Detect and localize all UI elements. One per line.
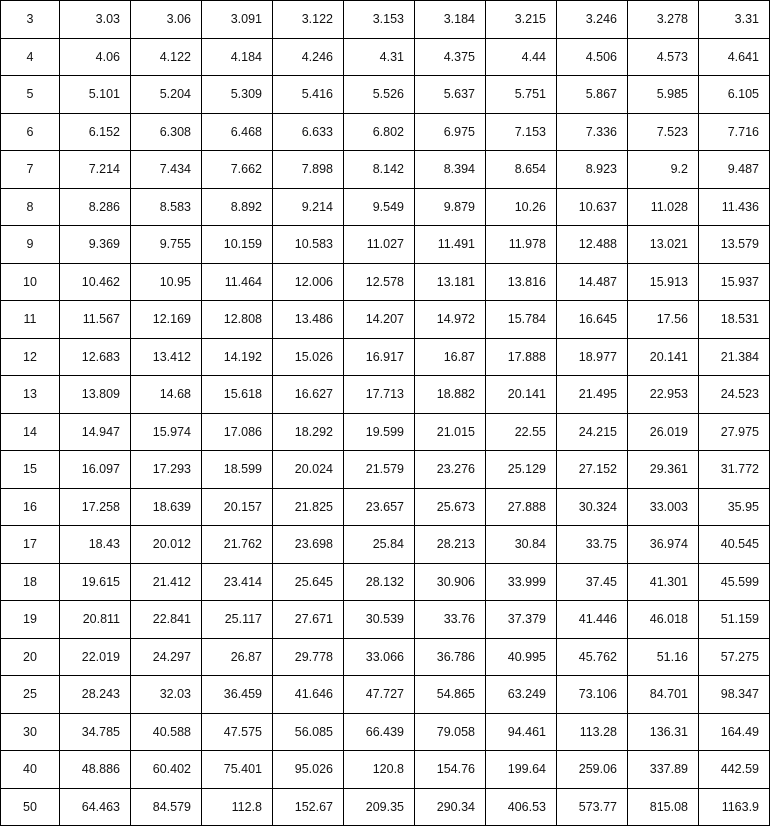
table-cell: 25.117 <box>202 601 273 639</box>
table-cell: 33.999 <box>486 563 557 601</box>
table-row <box>1 301 770 339</box>
table-cell: 64.463 <box>60 788 131 826</box>
table-cell: 8.583 <box>131 188 202 226</box>
table-cell: 8.654 <box>486 151 557 189</box>
table-cell: 8.286 <box>60 188 131 226</box>
table-cell: 33.066 <box>344 638 415 676</box>
table-cell: 73.106 <box>557 676 628 714</box>
table-cell: 4.184 <box>202 38 273 76</box>
table-cell: 16.645 <box>557 301 628 339</box>
table-cell: 5.101 <box>60 76 131 114</box>
table-cell: 14.947 <box>60 413 131 451</box>
table-cell: 18.977 <box>557 338 628 376</box>
row-index-cell: 40 <box>1 751 60 789</box>
table-cell: 8.142 <box>344 151 415 189</box>
table-row <box>1 713 770 751</box>
row-index-cell: 12 <box>1 338 60 376</box>
table-cell: 30.906 <box>415 563 486 601</box>
table-cell: 11.027 <box>344 226 415 264</box>
row-index-cell: 9 <box>1 226 60 264</box>
table-cell: 20.141 <box>628 338 699 376</box>
table-cell: 17.086 <box>202 413 273 451</box>
row-index-cell: 13 <box>1 376 60 414</box>
row-index-cell: 7 <box>1 151 60 189</box>
table-cell: 17.258 <box>60 488 131 526</box>
table-cell: 9.549 <box>344 188 415 226</box>
table-cell: 27.152 <box>557 451 628 489</box>
table-cell: 152.67 <box>273 788 344 826</box>
table-cell: 37.45 <box>557 563 628 601</box>
table-cell: 7.662 <box>202 151 273 189</box>
table-cell: 24.297 <box>131 638 202 676</box>
table-cell: 23.657 <box>344 488 415 526</box>
table-cell: 25.129 <box>486 451 557 489</box>
table-cell: 45.599 <box>699 563 770 601</box>
table-cell: 1163.9 <box>699 788 770 826</box>
table-cell: 12.169 <box>131 301 202 339</box>
table-cell: 41.301 <box>628 563 699 601</box>
table-cell: 19.599 <box>344 413 415 451</box>
table-cell: 11.464 <box>202 263 273 301</box>
table-cell: 34.785 <box>60 713 131 751</box>
table-cell: 33.76 <box>415 601 486 639</box>
table-cell: 22.019 <box>60 638 131 676</box>
table-row <box>1 376 770 414</box>
table-cell: 10.462 <box>60 263 131 301</box>
table-row <box>1 526 770 564</box>
table-cell: 3.03 <box>60 1 131 39</box>
table-cell: 815.08 <box>628 788 699 826</box>
table-row <box>1 1 770 39</box>
table-cell: 21.825 <box>273 488 344 526</box>
table-row <box>1 601 770 639</box>
table-cell: 21.495 <box>557 376 628 414</box>
table-cell: 54.865 <box>415 676 486 714</box>
table-cell: 573.77 <box>557 788 628 826</box>
table-cell: 14.487 <box>557 263 628 301</box>
row-index-cell: 25 <box>1 676 60 714</box>
table-cell: 7.214 <box>60 151 131 189</box>
row-index-cell: 20 <box>1 638 60 676</box>
table-cell: 5.526 <box>344 76 415 114</box>
table-cell: 20.157 <box>202 488 273 526</box>
table-cell: 26.87 <box>202 638 273 676</box>
table-cell: 5.751 <box>486 76 557 114</box>
table-row <box>1 413 770 451</box>
table-cell: 14.207 <box>344 301 415 339</box>
row-index-cell: 19 <box>1 601 60 639</box>
table-cell: 26.019 <box>628 413 699 451</box>
table-cell: 209.35 <box>344 788 415 826</box>
table-cell: 406.53 <box>486 788 557 826</box>
table-cell: 22.841 <box>131 601 202 639</box>
table-row <box>1 488 770 526</box>
table-cell: 15.618 <box>202 376 273 414</box>
table-cell: 84.579 <box>131 788 202 826</box>
table-cell: 7.523 <box>628 113 699 151</box>
table-cell: 14.192 <box>202 338 273 376</box>
table-row <box>1 38 770 76</box>
table-cell: 51.16 <box>628 638 699 676</box>
table-cell: 15.937 <box>699 263 770 301</box>
table-cell: 27.975 <box>699 413 770 451</box>
table-cell: 442.59 <box>699 751 770 789</box>
table-cell: 8.923 <box>557 151 628 189</box>
table-row <box>1 788 770 826</box>
table-cell: 9.214 <box>273 188 344 226</box>
table-cell: 63.249 <box>486 676 557 714</box>
table-cell: 21.384 <box>699 338 770 376</box>
row-index-cell: 11 <box>1 301 60 339</box>
table-cell: 37.379 <box>486 601 557 639</box>
table-cell: 12.578 <box>344 263 415 301</box>
table-cell: 22.953 <box>628 376 699 414</box>
table-cell: 20.811 <box>60 601 131 639</box>
table-cell: 12.683 <box>60 338 131 376</box>
table-cell: 9.369 <box>60 226 131 264</box>
row-index-cell: 3 <box>1 1 60 39</box>
table-cell: 46.018 <box>628 601 699 639</box>
table-cell: 7.336 <box>557 113 628 151</box>
table-cell: 15.974 <box>131 413 202 451</box>
table-cell: 36.786 <box>415 638 486 676</box>
table-cell: 45.762 <box>557 638 628 676</box>
table-cell: 7.716 <box>699 113 770 151</box>
row-index-cell: 16 <box>1 488 60 526</box>
table-cell: 6.975 <box>415 113 486 151</box>
row-index-cell: 6 <box>1 113 60 151</box>
table-cell: 3.215 <box>486 1 557 39</box>
table-row <box>1 151 770 189</box>
table-cell: 21.579 <box>344 451 415 489</box>
row-index-cell: 17 <box>1 526 60 564</box>
table-cell: 4.06 <box>60 38 131 76</box>
table-cell: 33.003 <box>628 488 699 526</box>
table-cell: 23.698 <box>273 526 344 564</box>
table-cell: 3.091 <box>202 1 273 39</box>
table-cell: 20.141 <box>486 376 557 414</box>
table-cell: 15.026 <box>273 338 344 376</box>
table-cell: 32.03 <box>131 676 202 714</box>
table-cell: 14.972 <box>415 301 486 339</box>
table-cell: 4.31 <box>344 38 415 76</box>
table-cell: 30.324 <box>557 488 628 526</box>
table-cell: 56.085 <box>273 713 344 751</box>
table-cell: 7.153 <box>486 113 557 151</box>
table-cell: 5.867 <box>557 76 628 114</box>
table-cell: 94.461 <box>486 713 557 751</box>
table-cell: 17.293 <box>131 451 202 489</box>
table-cell: 11.491 <box>415 226 486 264</box>
table-cell: 11.567 <box>60 301 131 339</box>
table-cell: 29.361 <box>628 451 699 489</box>
table-cell: 10.159 <box>202 226 273 264</box>
table-row <box>1 451 770 489</box>
table-cell: 4.573 <box>628 38 699 76</box>
table-cell: 11.978 <box>486 226 557 264</box>
table-cell: 20.024 <box>273 451 344 489</box>
table-cell: 337.89 <box>628 751 699 789</box>
table-cell: 11.436 <box>699 188 770 226</box>
table-cell: 4.375 <box>415 38 486 76</box>
table-row <box>1 338 770 376</box>
table-cell: 35.95 <box>699 488 770 526</box>
table-body <box>1 1 770 826</box>
table-cell: 12.488 <box>557 226 628 264</box>
table-cell: 6.633 <box>273 113 344 151</box>
table-cell: 16.87 <box>415 338 486 376</box>
table-cell: 120.8 <box>344 751 415 789</box>
table-row <box>1 751 770 789</box>
table-row <box>1 676 770 714</box>
table-cell: 4.44 <box>486 38 557 76</box>
table-cell: 19.615 <box>60 563 131 601</box>
table-cell: 3.31 <box>699 1 770 39</box>
table-cell: 98.347 <box>699 676 770 714</box>
table-cell: 6.468 <box>202 113 273 151</box>
table-row <box>1 638 770 676</box>
table-cell: 6.308 <box>131 113 202 151</box>
table-cell: 48.886 <box>60 751 131 789</box>
table-cell: 30.539 <box>344 601 415 639</box>
table-cell: 3.246 <box>557 1 628 39</box>
table-cell: 36.974 <box>628 526 699 564</box>
table-cell: 14.68 <box>131 376 202 414</box>
table-cell: 3.122 <box>273 1 344 39</box>
table-cell: 13.486 <box>273 301 344 339</box>
row-index-cell: 8 <box>1 188 60 226</box>
table-cell: 17.713 <box>344 376 415 414</box>
table-cell: 66.439 <box>344 713 415 751</box>
table-cell: 9.879 <box>415 188 486 226</box>
row-index-cell: 5 <box>1 76 60 114</box>
table-cell: 6.802 <box>344 113 415 151</box>
table-cell: 20.012 <box>131 526 202 564</box>
table-row <box>1 563 770 601</box>
table-cell: 23.414 <box>202 563 273 601</box>
table-cell: 29.778 <box>273 638 344 676</box>
table-cell: 7.898 <box>273 151 344 189</box>
table-cell: 18.639 <box>131 488 202 526</box>
table-cell: 5.204 <box>131 76 202 114</box>
table-cell: 8.394 <box>415 151 486 189</box>
table-cell: 84.701 <box>628 676 699 714</box>
table-cell: 25.645 <box>273 563 344 601</box>
table-cell: 7.434 <box>131 151 202 189</box>
table-cell: 5.637 <box>415 76 486 114</box>
row-index-cell: 18 <box>1 563 60 601</box>
table-cell: 12.006 <box>273 263 344 301</box>
row-index-cell: 15 <box>1 451 60 489</box>
table-cell: 16.097 <box>60 451 131 489</box>
table-cell: 57.275 <box>699 638 770 676</box>
table-cell: 13.816 <box>486 263 557 301</box>
table-cell: 4.506 <box>557 38 628 76</box>
table-cell: 51.159 <box>699 601 770 639</box>
row-index-cell: 10 <box>1 263 60 301</box>
table-cell: 21.015 <box>415 413 486 451</box>
table-cell: 8.892 <box>202 188 273 226</box>
table-cell: 41.646 <box>273 676 344 714</box>
table-row <box>1 226 770 264</box>
table-cell: 23.276 <box>415 451 486 489</box>
table-cell: 3.184 <box>415 1 486 39</box>
table-cell: 5.985 <box>628 76 699 114</box>
table-cell: 113.28 <box>557 713 628 751</box>
table-cell: 259.06 <box>557 751 628 789</box>
table-cell: 154.76 <box>415 751 486 789</box>
row-index-cell: 30 <box>1 713 60 751</box>
table-cell: 13.181 <box>415 263 486 301</box>
table-cell: 11.028 <box>628 188 699 226</box>
table-cell: 30.84 <box>486 526 557 564</box>
table-cell: 16.627 <box>273 376 344 414</box>
table-cell: 24.523 <box>699 376 770 414</box>
table-row <box>1 188 770 226</box>
table-cell: 10.583 <box>273 226 344 264</box>
table-cell: 4.641 <box>699 38 770 76</box>
table-cell: 4.122 <box>131 38 202 76</box>
table-cell: 18.599 <box>202 451 273 489</box>
table-cell: 47.727 <box>344 676 415 714</box>
table-cell: 25.673 <box>415 488 486 526</box>
table-cell: 40.588 <box>131 713 202 751</box>
table-cell: 112.8 <box>202 788 273 826</box>
table-cell: 18.43 <box>60 526 131 564</box>
table-cell: 6.152 <box>60 113 131 151</box>
table-cell: 5.309 <box>202 76 273 114</box>
table-row <box>1 76 770 114</box>
table-cell: 28.132 <box>344 563 415 601</box>
table-cell: 31.772 <box>699 451 770 489</box>
table-cell: 13.021 <box>628 226 699 264</box>
table-cell: 21.412 <box>131 563 202 601</box>
table-cell: 28.213 <box>415 526 486 564</box>
table-cell: 290.34 <box>415 788 486 826</box>
table-cell: 17.56 <box>628 301 699 339</box>
table-cell: 47.575 <box>202 713 273 751</box>
table-cell: 41.446 <box>557 601 628 639</box>
table-cell: 15.784 <box>486 301 557 339</box>
table-cell: 24.215 <box>557 413 628 451</box>
table-cell: 33.75 <box>557 526 628 564</box>
table-cell: 12.808 <box>202 301 273 339</box>
table-cell: 18.882 <box>415 376 486 414</box>
table-cell: 60.402 <box>131 751 202 789</box>
row-index-cell: 4 <box>1 38 60 76</box>
table-cell: 9.755 <box>131 226 202 264</box>
table-cell: 9.487 <box>699 151 770 189</box>
table-cell: 27.671 <box>273 601 344 639</box>
table-cell: 13.809 <box>60 376 131 414</box>
table-cell: 13.579 <box>699 226 770 264</box>
table-cell: 95.026 <box>273 751 344 789</box>
table-cell: 75.401 <box>202 751 273 789</box>
table-cell: 5.416 <box>273 76 344 114</box>
table-cell: 10.95 <box>131 263 202 301</box>
row-index-cell: 50 <box>1 788 60 826</box>
table-row <box>1 113 770 151</box>
table-cell: 17.888 <box>486 338 557 376</box>
table-cell: 40.995 <box>486 638 557 676</box>
table-cell: 10.637 <box>557 188 628 226</box>
table-cell: 21.762 <box>202 526 273 564</box>
table-cell: 15.913 <box>628 263 699 301</box>
table-cell: 164.49 <box>699 713 770 751</box>
table-cell: 79.058 <box>415 713 486 751</box>
table-cell: 4.246 <box>273 38 344 76</box>
table-cell: 16.917 <box>344 338 415 376</box>
table-cell: 10.26 <box>486 188 557 226</box>
table-cell: 3.153 <box>344 1 415 39</box>
table-cell: 27.888 <box>486 488 557 526</box>
table-cell: 25.84 <box>344 526 415 564</box>
table-cell: 199.64 <box>486 751 557 789</box>
table-cell: 18.531 <box>699 301 770 339</box>
table-cell: 36.459 <box>202 676 273 714</box>
table-cell: 9.2 <box>628 151 699 189</box>
table-cell: 22.55 <box>486 413 557 451</box>
table-cell: 18.292 <box>273 413 344 451</box>
row-index-cell: 14 <box>1 413 60 451</box>
table-cell: 3.278 <box>628 1 699 39</box>
table-cell: 40.545 <box>699 526 770 564</box>
table-cell: 13.412 <box>131 338 202 376</box>
table-cell: 6.105 <box>699 76 770 114</box>
table-cell: 3.06 <box>131 1 202 39</box>
table-cell: 28.243 <box>60 676 131 714</box>
table-row <box>1 263 770 301</box>
table-cell: 136.31 <box>628 713 699 751</box>
